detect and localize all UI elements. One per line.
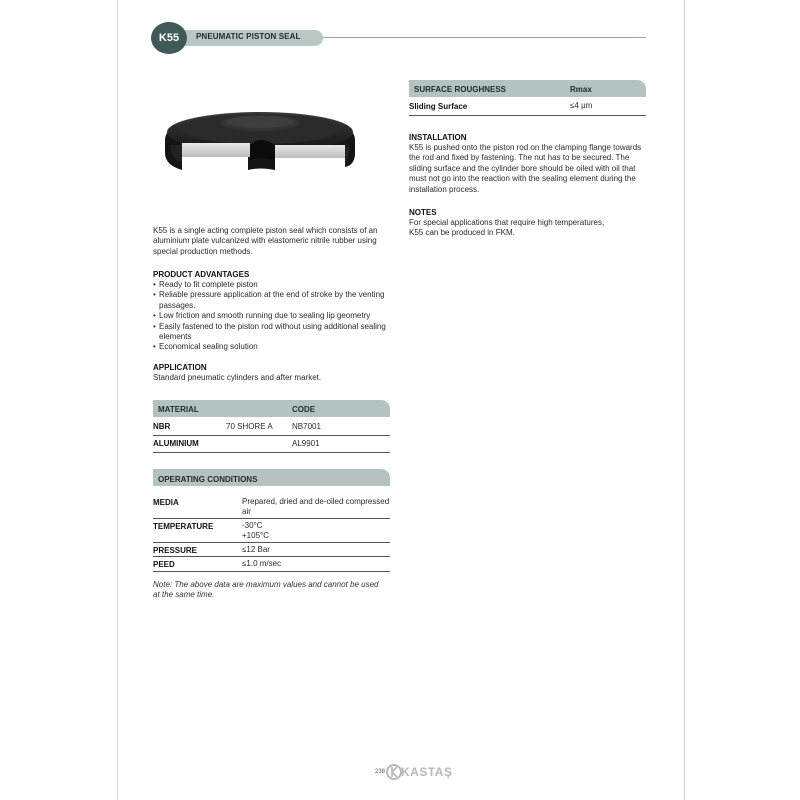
material-column-header: MATERIAL — [158, 405, 199, 414]
notes-text-line: For special applications that require high temperatures, — [409, 218, 605, 227]
advantages-list — [153, 280, 393, 353]
condition-label: TEMPERATURE — [153, 522, 214, 531]
operating-heading: OPERATING CONDITIONS — [158, 475, 258, 484]
material-name: ALUMINIUM — [153, 439, 199, 448]
application-text: Standard pneumatic cylinders and after market. — [153, 373, 322, 382]
notes-heading: NOTES — [409, 208, 437, 217]
material-name: NBR — [153, 422, 171, 431]
material-code: AL9901 — [292, 439, 320, 448]
logo-mark-icon — [386, 763, 402, 781]
roughness-column-header: SURFACE ROUGHNESS — [414, 85, 507, 94]
roughness-row-value: ≤4 µm — [570, 101, 593, 110]
condition-value: ≤1.0 m/sec — [242, 559, 282, 568]
table-divider — [153, 571, 390, 572]
table-divider — [409, 115, 646, 116]
kastas-logo — [386, 762, 453, 782]
condition-label: PEED — [153, 560, 175, 569]
table-divider — [153, 542, 390, 543]
page-title: PNEUMATIC PISTON SEAL — [196, 32, 301, 41]
condition-label: MEDIA — [153, 498, 179, 507]
table-divider — [153, 452, 390, 453]
rmax-column-header: Rmax — [570, 85, 592, 94]
condition-value: ≤12 Bar — [242, 545, 270, 554]
application-heading: APPLICATION — [153, 363, 207, 372]
table-divider — [153, 518, 390, 519]
condition-value: Prepared, dried and de-oiled compressed — [242, 497, 390, 506]
page-number: 238 — [375, 769, 386, 775]
intro-paragraph: K55 is a single acting complete piston seal which consists of an aluminium plate vulcanized with elastomeric nitrile rubber using special production methods. — [153, 226, 378, 256]
condition-value: +105°C — [242, 531, 269, 540]
roughness-row-label: Sliding Surface — [409, 102, 468, 111]
table-divider — [153, 435, 390, 436]
condition-value: air — [242, 507, 251, 516]
list-item: • Easily fastened to the piston rod without using additional sealing elements — [153, 322, 393, 343]
logo-text: KASTAŞ — [401, 765, 453, 779]
list-item: • Reliable pressure application at the end of stroke by the venting passages. — [153, 290, 393, 311]
seal-product-image — [160, 105, 360, 185]
table-divider — [153, 556, 390, 557]
list-item: • Low friction and smooth running due to sealing lip geometry — [153, 311, 393, 321]
installation-text: K55 is pushed onto the piston rod on the clamping flange towards the rod and fixed by fastening. The nut has to be secured. The sliding surface and the cylinder bore should be oiled with oil that must not go into the reaction with the sealing element during the installation process. — [409, 143, 642, 194]
advantages-heading: PRODUCT ADVANTAGES — [153, 270, 250, 279]
code-column-header: CODE — [292, 405, 316, 414]
list-item: • Ready to fit complete piston — [153, 280, 393, 290]
list-item: • Economical sealing solution — [153, 342, 393, 352]
installation-heading: INSTALLATION — [409, 133, 467, 142]
footnote: Note: The above data are maximum values and cannot be used at the same time. — [153, 580, 379, 600]
material-hardness: 70 SHORE A — [226, 422, 273, 431]
notes-text-line: K55 can be produced in FKM. — [409, 228, 515, 237]
condition-value: -30°C — [242, 521, 263, 530]
material-code: NB7001 — [292, 422, 321, 431]
condition-label: PRESSURE — [153, 546, 198, 555]
product-code-badge: K55 — [151, 22, 187, 54]
